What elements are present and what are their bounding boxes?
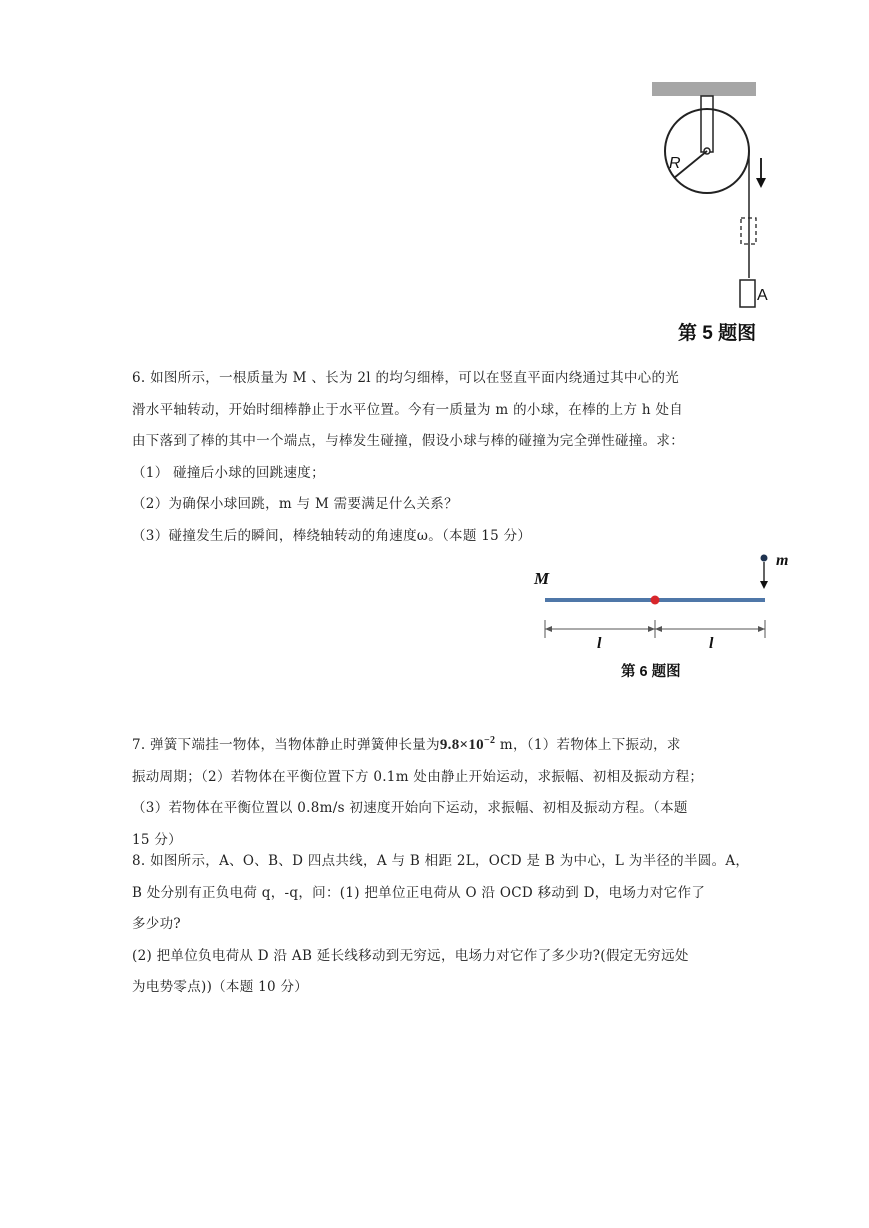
- extension-mantissa: 9.8×10: [439, 737, 484, 753]
- question-7-line1-suffix: m，（1）若物体上下振动，求: [495, 737, 681, 753]
- dimension-arrow-icon: [545, 626, 552, 632]
- figure-6-caption: 第 6 题图: [621, 664, 681, 680]
- question-7-line: 振动周期；（2）若物体在平衡位置下方 0.1m 处由静止开始运动，求振幅、初相及振动方程；: [132, 768, 704, 785]
- question-7: [132, 725, 744, 856]
- dimension-arrow-icon: [648, 626, 655, 632]
- question-8-line: B 处分别有正负电荷 q，-q，问：(1) 把单位正电荷从 O 沿 OCD 移动到 D，电场力对它作了: [132, 884, 706, 901]
- spring-extension-value: [440, 737, 495, 753]
- question-8-line: 为电势零点))（本题 10 分）: [132, 979, 309, 995]
- right-length-label: l: [709, 635, 714, 652]
- question-6-part-3: （3）碰撞发生后的瞬间，棒绕轴转动的角速度ω。（本题 15 分）: [132, 527, 532, 544]
- question-8: [132, 846, 750, 1004]
- question-8-line: 多少功?: [132, 916, 181, 932]
- question-6-line: 滑水平轴转动，开始时细棒静止于水平位置。今有一质量为 m 的小球，在棒的上方 h 处自: [132, 401, 684, 418]
- figure-6-rod-diagram: [528, 548, 798, 668]
- left-length-label: l: [597, 635, 602, 652]
- block-a: [740, 280, 755, 307]
- question-8-line: (2) 把单位负电荷从 D 沿 AB 延长线移动到无穷远，电场力对它作了多少功?(假定无穷远处: [132, 947, 689, 964]
- question-7-line1-prefix: 7. 弹簧下端挂一物体，当物体静止时弹簧伸长量为: [132, 737, 440, 753]
- ball-mass-label: m: [776, 552, 789, 569]
- question-7-line: [132, 725, 744, 762]
- question-6-line: 6. 如图所示，一根质量为 M 、长为 2l 的均匀细棒，可以在竖直平面内绕通过其中心的光: [132, 370, 680, 386]
- radius-label: R: [669, 155, 681, 172]
- question-6: [132, 363, 744, 552]
- down-arrow-icon: [756, 178, 766, 188]
- question-6-part-2: （2）为确保小球回跳，m 与 M 需要满足什么关系？: [132, 496, 458, 512]
- dimension-arrow-icon: [655, 626, 662, 632]
- ball: [761, 555, 768, 562]
- question-7-line: 15 分）: [132, 831, 182, 848]
- ceiling: [652, 82, 756, 96]
- figure-5-caption: 第 5 题图: [678, 323, 757, 344]
- block-a-label: A: [757, 287, 768, 304]
- question-7-line: （3）若物体在平衡位置以 0.8m/s 初速度开始向下运动，求振幅、初相及振动方程。（本题: [132, 800, 688, 816]
- rod-pivot: [651, 596, 660, 605]
- dimension-arrow-icon: [758, 626, 765, 632]
- ball-fall-arrow-icon: [760, 581, 768, 589]
- question-6-line: 由下落到了棒的其中一个端点，与棒发生碰撞，假设小球与棒的碰撞为完全弹性碰撞。求：: [132, 433, 684, 449]
- figure-5-pulley-diagram: [640, 78, 780, 348]
- question-6-part-1: （1） 碰撞后小球的回跳速度；: [132, 464, 325, 481]
- rod-mass-label: M: [534, 569, 550, 588]
- question-8-line: 8. 如图所示，A、O、B、D 四点共线，A 与 B 相距 2L，OCD 是 B 为中心，L 为半径的半圆。A，: [132, 853, 750, 869]
- extension-exponent: −2: [483, 735, 496, 746]
- pulley-support-bracket: [701, 96, 713, 152]
